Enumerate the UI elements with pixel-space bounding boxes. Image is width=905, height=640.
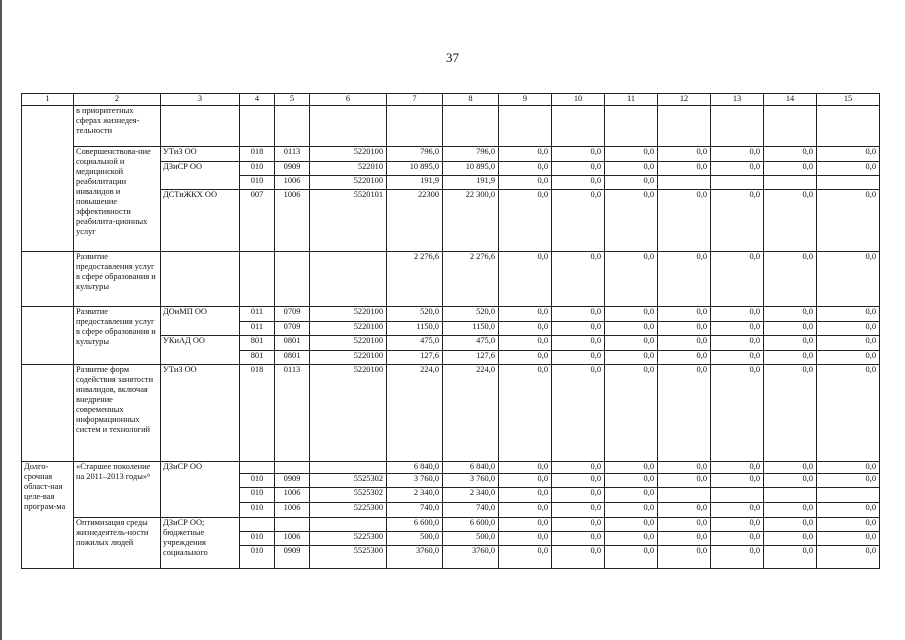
amount-cell: 22 300,0 [443,190,499,252]
code-cell: 010 [240,474,275,488]
amount-cell: 6 840,0 [387,462,443,474]
amount-cell: 0,0 [817,546,880,569]
amount-cell: 0,0 [764,322,817,336]
amount-cell: 224,0 [387,365,443,462]
executor-cell: ДСТиЖКХ ОО [161,190,240,252]
amount-cell: 0,0 [552,336,605,351]
amount-cell: 0,0 [605,518,658,532]
code-cell: 010 [240,162,275,176]
activity-cell: Оптимизация среды жизнедеятель-ности пожилых людей [74,518,161,569]
section-cell: 1006 [275,190,310,252]
program-cell [22,252,74,307]
amount-cell: 0,0 [499,351,552,365]
amount-cell: 0,0 [499,176,552,190]
amount-cell: 0,0 [605,488,658,503]
amount-cell: 0,0 [817,532,880,546]
header-cell: 15 [817,94,880,106]
amount-cell: 475,0 [443,336,499,351]
section-cell [275,106,310,147]
amount-cell: 0,0 [499,532,552,546]
amount-cell: 0,0 [764,474,817,488]
amount-cell: 127,6 [443,351,499,365]
header-cell: 4 [240,94,275,106]
section-cell: 0909 [275,546,310,569]
header-cell: 14 [764,94,817,106]
target-code-cell [310,462,387,474]
amount-cell: 0,0 [552,147,605,162]
amount-cell: 0,0 [711,162,764,176]
program-cell [22,307,74,365]
amount-cell: 1150,0 [387,322,443,336]
table-row [22,147,880,162]
target-code-cell: 5220100 [310,322,387,336]
section-cell: 1006 [275,176,310,190]
activity-cell: «Старшее поколение на 2011–2013 годы»⁹ [74,462,161,518]
header-cell: 7 [387,94,443,106]
header-cell: 10 [552,94,605,106]
code-cell: 010 [240,546,275,569]
amount-cell: 0,0 [817,162,880,176]
amount-cell: 22300 [387,190,443,252]
activity-cell: в приоритетных сферах жизнедея-тельности [74,106,161,147]
amount-cell [711,106,764,147]
code-cell [240,518,275,532]
code-cell [240,106,275,147]
amount-cell: 0,0 [711,252,764,307]
amount-cell: 0,0 [764,336,817,351]
amount-cell: 500,0 [387,532,443,546]
amount-cell: 0,0 [658,147,711,162]
amount-cell [605,106,658,147]
section-cell [275,252,310,307]
header-cell: 11 [605,94,658,106]
code-cell: 010 [240,532,275,546]
amount-cell: 3760,0 [387,546,443,569]
amount-cell: 0,0 [764,532,817,546]
activity-cell: Развитие предоставления услуг в сфере образования и культуры [74,307,161,365]
section-cell [275,518,310,532]
amount-cell: 0,0 [552,190,605,252]
amount-cell [711,176,764,190]
amount-cell: 6 600,0 [387,518,443,532]
amount-cell: 0,0 [764,546,817,569]
executor-cell: ДЗиСР ОО [161,162,240,190]
header-cell: 8 [443,94,499,106]
amount-cell: 0,0 [711,532,764,546]
amount-cell: 0,0 [817,518,880,532]
amount-cell: 0,0 [817,462,880,474]
amount-cell: 2 340,0 [443,488,499,503]
amount-cell: 0,0 [605,546,658,569]
amount-cell: 0,0 [552,176,605,190]
amount-cell: 0,0 [658,474,711,488]
header-row [22,94,880,106]
target-code-cell: 5220100 [310,351,387,365]
amount-cell: 0,0 [817,474,880,488]
section-cell [275,462,310,474]
amount-cell: 0,0 [711,462,764,474]
code-cell: 801 [240,351,275,365]
amount-cell: 0,0 [605,365,658,462]
amount-cell: 6 840,0 [443,462,499,474]
amount-cell: 0,0 [711,365,764,462]
amount-cell: 0,0 [817,252,880,307]
target-code-cell: 522010 [310,162,387,176]
amount-cell: 520,0 [443,307,499,322]
table-row [22,365,880,462]
amount-cell: 0,0 [711,190,764,252]
amount-cell [499,106,552,147]
table-row [22,252,880,307]
amount-cell: 0,0 [764,503,817,518]
amount-cell: 10 895,0 [443,162,499,176]
amount-cell: 0,0 [552,546,605,569]
amount-cell: 0,0 [605,190,658,252]
target-code-cell [310,252,387,307]
section-cell: 0113 [275,147,310,162]
amount-cell: 0,0 [605,252,658,307]
amount-cell: 0,0 [817,190,880,252]
amount-cell: 796,0 [387,147,443,162]
code-cell: 007 [240,190,275,252]
amount-cell: 1150,0 [443,322,499,336]
activity-cell: Развитие предоставления услуг в сфере образования и культуры [74,252,161,307]
amount-cell: 0,0 [764,162,817,176]
amount-cell: 0,0 [711,336,764,351]
amount-cell: 0,0 [605,336,658,351]
header-cell: 12 [658,94,711,106]
activity-cell: Совершенствова-ние социальной и медицинской реабилитации инвалидов и повышение эффективности реабилита-ционных услуг [74,147,161,252]
section-cell: 0709 [275,322,310,336]
amount-cell: 0,0 [658,532,711,546]
target-code-cell: 5220100 [310,147,387,162]
amount-cell: 0,0 [711,307,764,322]
amount-cell [387,106,443,147]
amount-cell: 0,0 [711,518,764,532]
amount-cell: 475,0 [387,336,443,351]
amount-cell: 0,0 [552,462,605,474]
target-code-cell [310,518,387,532]
amount-cell: 0,0 [499,474,552,488]
activity-cell: Развитие форм содействия занятости инвалидов, включая внедрение современных информационных систем и технологий [74,365,161,462]
target-code-cell: 5525302 [310,488,387,503]
amount-cell: 0,0 [499,518,552,532]
amount-cell: 0,0 [658,518,711,532]
amount-cell: 0,0 [658,162,711,176]
code-cell: 010 [240,176,275,190]
program-cell: Долго-срочная област-ная целе-вая програм-ма [22,462,74,569]
amount-cell: 0,0 [658,503,711,518]
amount-cell [817,488,880,503]
section-cell: 0801 [275,351,310,365]
table-row [22,462,880,474]
amount-cell: 2 276,6 [387,252,443,307]
amount-cell: 191,9 [387,176,443,190]
amount-cell: 10 895,0 [387,162,443,176]
amount-cell [817,106,880,147]
amount-cell: 0,0 [499,336,552,351]
code-cell: 011 [240,307,275,322]
amount-cell: 0,0 [499,365,552,462]
amount-cell: 2 276,6 [443,252,499,307]
amount-cell: 0,0 [658,546,711,569]
code-cell: 011 [240,322,275,336]
amount-cell: 0,0 [499,147,552,162]
header-cell: 9 [499,94,552,106]
section-cell: 0909 [275,162,310,176]
amount-cell: 0,0 [605,462,658,474]
header-cell: 1 [22,94,74,106]
amount-cell: 0,0 [711,503,764,518]
amount-cell: 0,0 [499,488,552,503]
amount-cell: 127,6 [387,351,443,365]
amount-cell: 0,0 [552,488,605,503]
amount-cell: 0,0 [658,252,711,307]
section-cell: 1006 [275,532,310,546]
amount-cell: 0,0 [552,322,605,336]
amount-cell: 0,0 [817,147,880,162]
target-code-cell [310,106,387,147]
amount-cell: 0,0 [711,147,764,162]
executor-cell: ДОиМП ОО [161,307,240,336]
page-number: 37 [446,50,459,65]
amount-cell: 500,0 [443,532,499,546]
amount-cell: 0,0 [552,518,605,532]
amount-cell: 0,0 [552,307,605,322]
section-cell: 0709 [275,307,310,322]
executor-cell: УТиЗ ОО [161,365,240,462]
amount-cell: 0,0 [499,190,552,252]
target-code-cell: 5520101 [310,190,387,252]
section-cell: 0113 [275,365,310,462]
executor-cell: УТиЗ ОО [161,147,240,162]
amount-cell: 0,0 [552,474,605,488]
amount-cell: 0,0 [499,503,552,518]
section-cell: 0909 [275,474,310,488]
amount-cell: 0,0 [605,307,658,322]
amount-cell: 3 760,0 [387,474,443,488]
amount-cell: 0,0 [499,307,552,322]
amount-cell: 0,0 [499,462,552,474]
amount-cell: 0,0 [764,190,817,252]
amount-cell: 191,9 [443,176,499,190]
amount-cell: 0,0 [711,322,764,336]
amount-cell: 0,0 [552,365,605,462]
amount-cell: 3 760,0 [443,474,499,488]
amount-cell: 6 600,0 [443,518,499,532]
budget-table [21,93,880,569]
code-cell [240,252,275,307]
amount-cell: 740,0 [387,503,443,518]
amount-cell: 0,0 [605,474,658,488]
amount-cell: 0,0 [658,307,711,322]
table-row [22,518,880,532]
amount-cell: 0,0 [817,365,880,462]
amount-cell: 0,0 [817,322,880,336]
amount-cell: 0,0 [605,503,658,518]
amount-cell: 0,0 [605,176,658,190]
target-code-cell: 5220100 [310,307,387,322]
executor-cell [161,252,240,307]
amount-cell: 0,0 [552,532,605,546]
target-code-cell: 5220100 [310,336,387,351]
amount-cell: 0,0 [658,190,711,252]
amount-cell: 0,0 [817,307,880,322]
amount-cell: 0,0 [764,147,817,162]
amount-cell [764,488,817,503]
section-cell: 0801 [275,336,310,351]
header-cell: 3 [161,94,240,106]
amount-cell [764,176,817,190]
amount-cell: 0,0 [605,162,658,176]
target-code-cell: 5225300 [310,532,387,546]
amount-cell: 0,0 [605,322,658,336]
amount-cell: 0,0 [711,546,764,569]
code-cell: 018 [240,147,275,162]
amount-cell: 0,0 [764,351,817,365]
amount-cell: 0,0 [658,336,711,351]
amount-cell: 0,0 [552,503,605,518]
target-code-cell: 5525302 [310,474,387,488]
amount-cell: 0,0 [764,252,817,307]
section-cell: 1006 [275,503,310,518]
target-code-cell: 5525300 [310,546,387,569]
header-cell: 5 [275,94,310,106]
amount-cell: 3760,0 [443,546,499,569]
table-row [22,307,880,322]
executor-cell: УКиАД ОО [161,336,240,365]
amount-cell: 0,0 [658,351,711,365]
code-cell: 010 [240,503,275,518]
amount-cell: 0,0 [764,518,817,532]
program-cell [22,106,74,252]
amount-cell: 0,0 [817,503,880,518]
amount-cell [711,488,764,503]
amount-cell [817,176,880,190]
amount-cell: 0,0 [499,546,552,569]
amount-cell: 0,0 [711,351,764,365]
amount-cell: 0,0 [552,351,605,365]
target-code-cell: 5220100 [310,176,387,190]
code-cell [240,462,275,474]
code-cell: 010 [240,488,275,503]
target-code-cell: 5225300 [310,503,387,518]
amount-cell [443,106,499,147]
header-cell: 2 [74,94,161,106]
amount-cell: 0,0 [605,351,658,365]
amount-cell [658,106,711,147]
executor-cell: ДЗиСР ОО [161,462,240,518]
amount-cell [552,106,605,147]
amount-cell: 0,0 [764,307,817,322]
amount-cell: 520,0 [387,307,443,322]
amount-cell: 0,0 [605,532,658,546]
section-cell: 1006 [275,488,310,503]
amount-cell: 0,0 [605,147,658,162]
amount-cell: 0,0 [552,162,605,176]
amount-cell: 0,0 [658,365,711,462]
program-cell [22,365,74,462]
amount-cell [658,176,711,190]
header-cell: 6 [310,94,387,106]
header-cell: 13 [711,94,764,106]
amount-cell: 740,0 [443,503,499,518]
amount-cell: 0,0 [658,322,711,336]
amount-cell: 0,0 [711,474,764,488]
page-edge [0,0,2,640]
amount-cell: 2 340,0 [387,488,443,503]
executor-cell: ДЗиСР ОО; бюджетные учреждения социального [161,518,240,569]
table-row [22,106,880,147]
amount-cell: 0,0 [658,462,711,474]
amount-cell: 224,0 [443,365,499,462]
amount-cell: 0,0 [499,162,552,176]
executor-cell [161,106,240,147]
amount-cell: 0,0 [817,336,880,351]
amount-cell: 0,0 [499,252,552,307]
amount-cell: 0,0 [764,365,817,462]
amount-cell: 0,0 [499,322,552,336]
amount-cell: 796,0 [443,147,499,162]
code-cell: 801 [240,336,275,351]
amount-cell: 0,0 [764,462,817,474]
code-cell: 018 [240,365,275,462]
amount-cell [764,106,817,147]
target-code-cell: 5220100 [310,365,387,462]
amount-cell [658,488,711,503]
amount-cell: 0,0 [817,351,880,365]
amount-cell: 0,0 [552,252,605,307]
